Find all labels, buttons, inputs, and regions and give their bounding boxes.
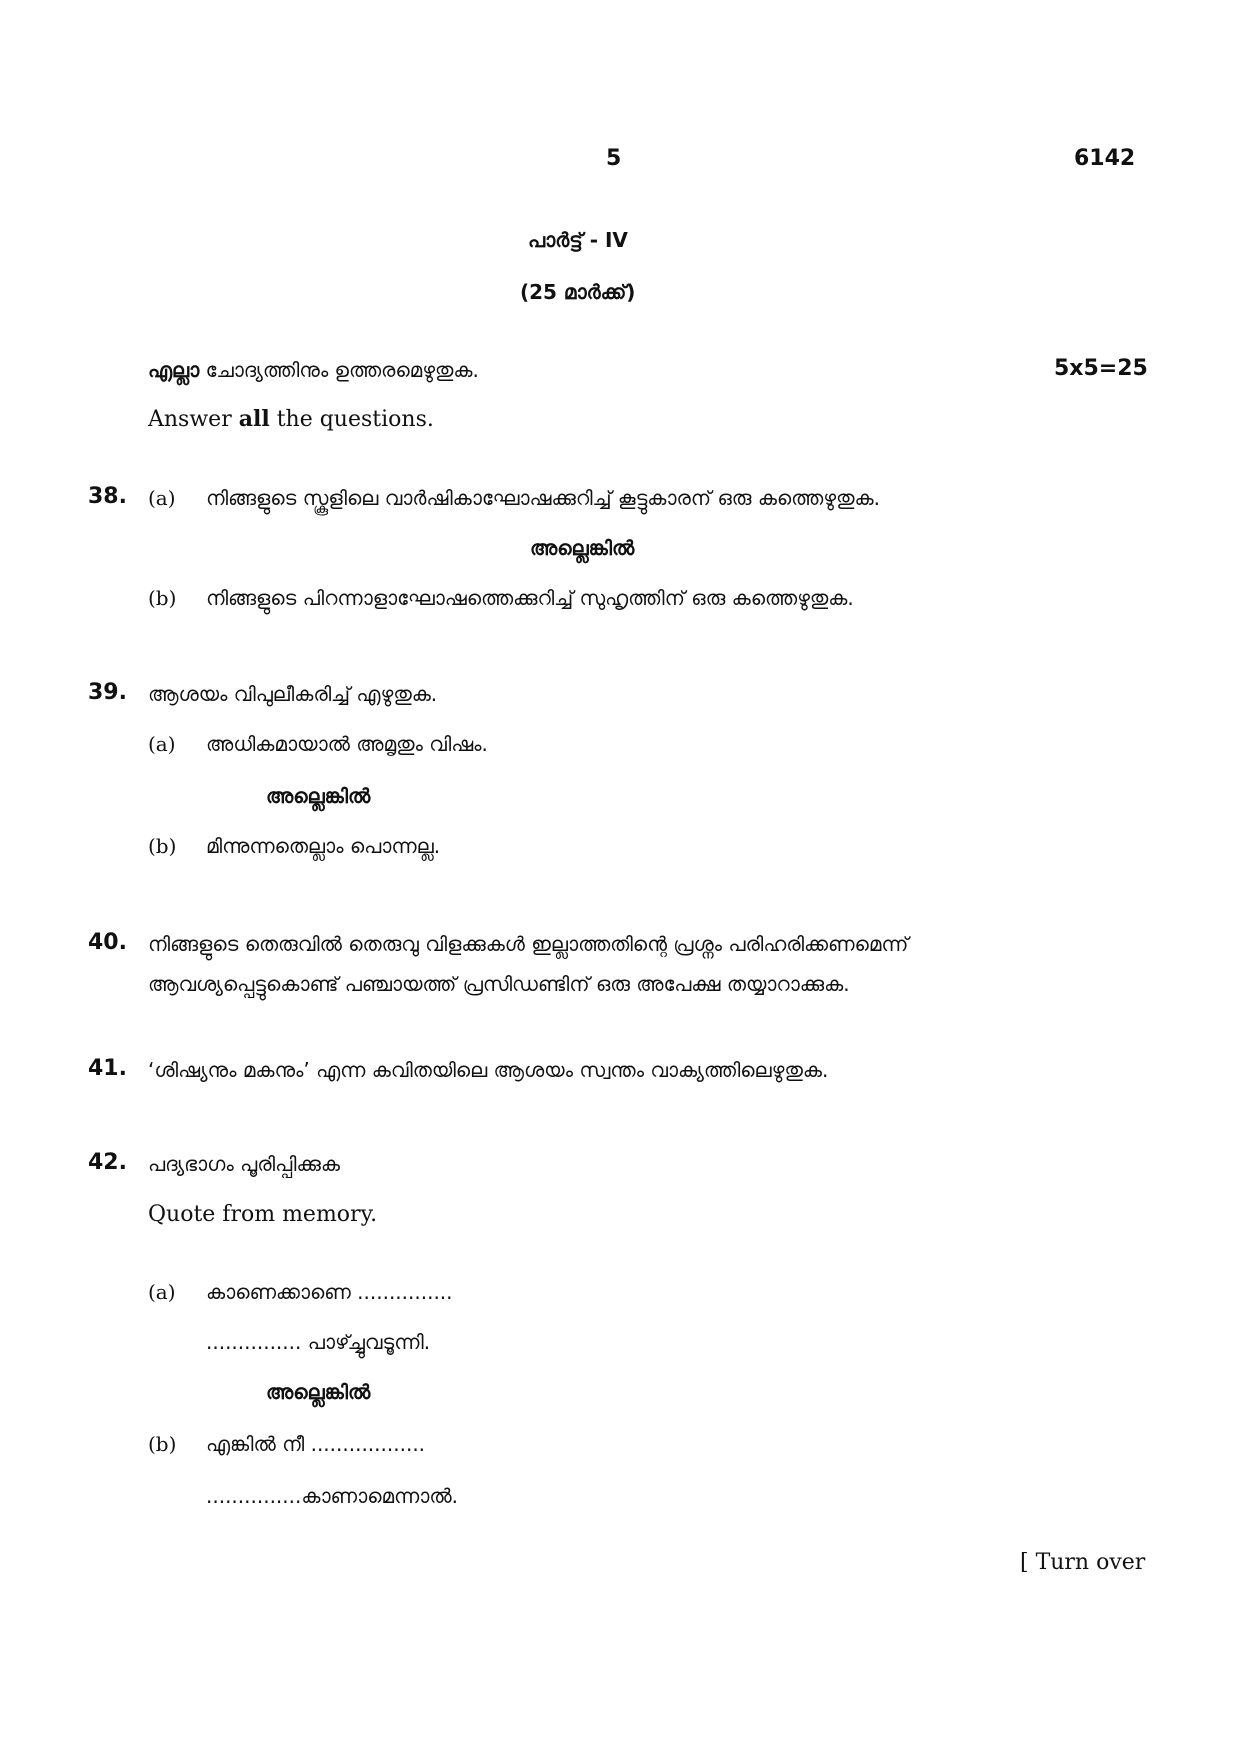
question-number-39: 39.: [88, 680, 127, 705]
q40-text-line2: ആവശ്യപ്പെട്ടുകൊണ്ട് പഞ്ചായത്ത് പ്രസിഡണ്ടിന് ഒരു അപേക്ഷ തയ്യാറാക്കുക.: [148, 972, 850, 996]
q39-option-a-text: അധികമായാൽ അമൃതും വിഷം.: [206, 732, 488, 756]
q38-option-b-text: നിങ്ങളുടെ പിറന്നാളാഘോഷത്തെക്കുറിച്ച് സുഹൃത്തിന് ഒരു കത്തെഴുതുക.: [206, 586, 854, 610]
instruction-english-pre: Answer: [148, 407, 239, 432]
instruction-english-post: the questions.: [269, 407, 434, 432]
q39-option-b-text: മിന്നുന്നതെല്ലാം പൊന്നല്ല.: [206, 834, 441, 858]
q38-option-a-label: (a): [148, 486, 176, 510]
q39-or-label: അല്ലെങ്കിൽ: [266, 784, 371, 808]
q41-text: ‘ശിഷ്യനും മകനും’ എന്ന കവിതയിലെ ആശയം സ്വന്തം വാക്യത്തിലെഴുതുക.: [148, 1058, 829, 1082]
q39-text: ആശയം വിപുലീകരിച്ച് എഴുതുക.: [148, 682, 438, 706]
q42-option-a-line2: ............... പാഴ്ച്ചുവടൂന്നി.: [206, 1330, 431, 1354]
question-number-38: 38.: [88, 484, 127, 509]
page-number: 5: [606, 146, 622, 171]
instruction-text: ചോദ്യത്തിനും ഉത്തരമെഴുതുക.: [199, 358, 479, 382]
q42-option-b-line2: ...............കാണാമെന്നാൽ.: [206, 1484, 459, 1508]
paper-code: 6142: [1074, 146, 1136, 171]
turn-over-label: [ Turn over: [1020, 1550, 1146, 1575]
instruction-english-bold: all: [238, 406, 270, 432]
q40-text-line1: നിങ്ങളുടെ തെരുവിൽ തെരുവു വിളക്കുകൾ ഇല്ലാത്തതിന്റെ പ്രശ്നം പരിഹരിക്കണമെന്ന്: [148, 932, 909, 956]
q42-option-b-label: (b): [148, 1432, 177, 1456]
q42-option-a-label: (a): [148, 1280, 176, 1304]
question-number-40: 40.: [88, 930, 127, 955]
q39-option-b-label: (b): [148, 834, 177, 858]
section-score: 5x5=25: [1054, 356, 1148, 381]
instruction-malayalam: [148, 358, 479, 382]
q42-option-b-line1: എങ്കിൽ നീ ..................: [206, 1432, 426, 1456]
q38-option-a-text: നിങ്ങളുടെ സ്കൂളിലെ വാർഷികാഘോഷക്കുറിച്ച് കൂട്ടുകാരന് ഒരു കത്തെഴുതുക.: [206, 486, 880, 510]
q42-option-a-line1: കാണെക്കാണെ ...............: [206, 1280, 453, 1304]
question-number-41: 41.: [88, 1056, 127, 1081]
q42-or-label: അല്ലെങ്കിൽ: [266, 1380, 371, 1404]
q38-option-b-label: (b): [148, 586, 177, 610]
part-marks: (25 മാർക്ക്): [520, 280, 636, 304]
question-number-42: 42.: [88, 1150, 127, 1175]
instruction-english: [148, 406, 434, 432]
q42-text: പദ്യഭാഗം പൂരിപ്പിക്കുക: [148, 1152, 340, 1176]
instruction-emphasis: എല്ലാ: [148, 358, 200, 382]
q42-english-text: Quote from memory.: [148, 1202, 378, 1227]
part-title: പാർട്ട് - IV: [528, 228, 628, 252]
q38-or-label: അല്ലെങ്കിൽ: [530, 536, 635, 560]
q39-option-a-label: (a): [148, 732, 176, 756]
